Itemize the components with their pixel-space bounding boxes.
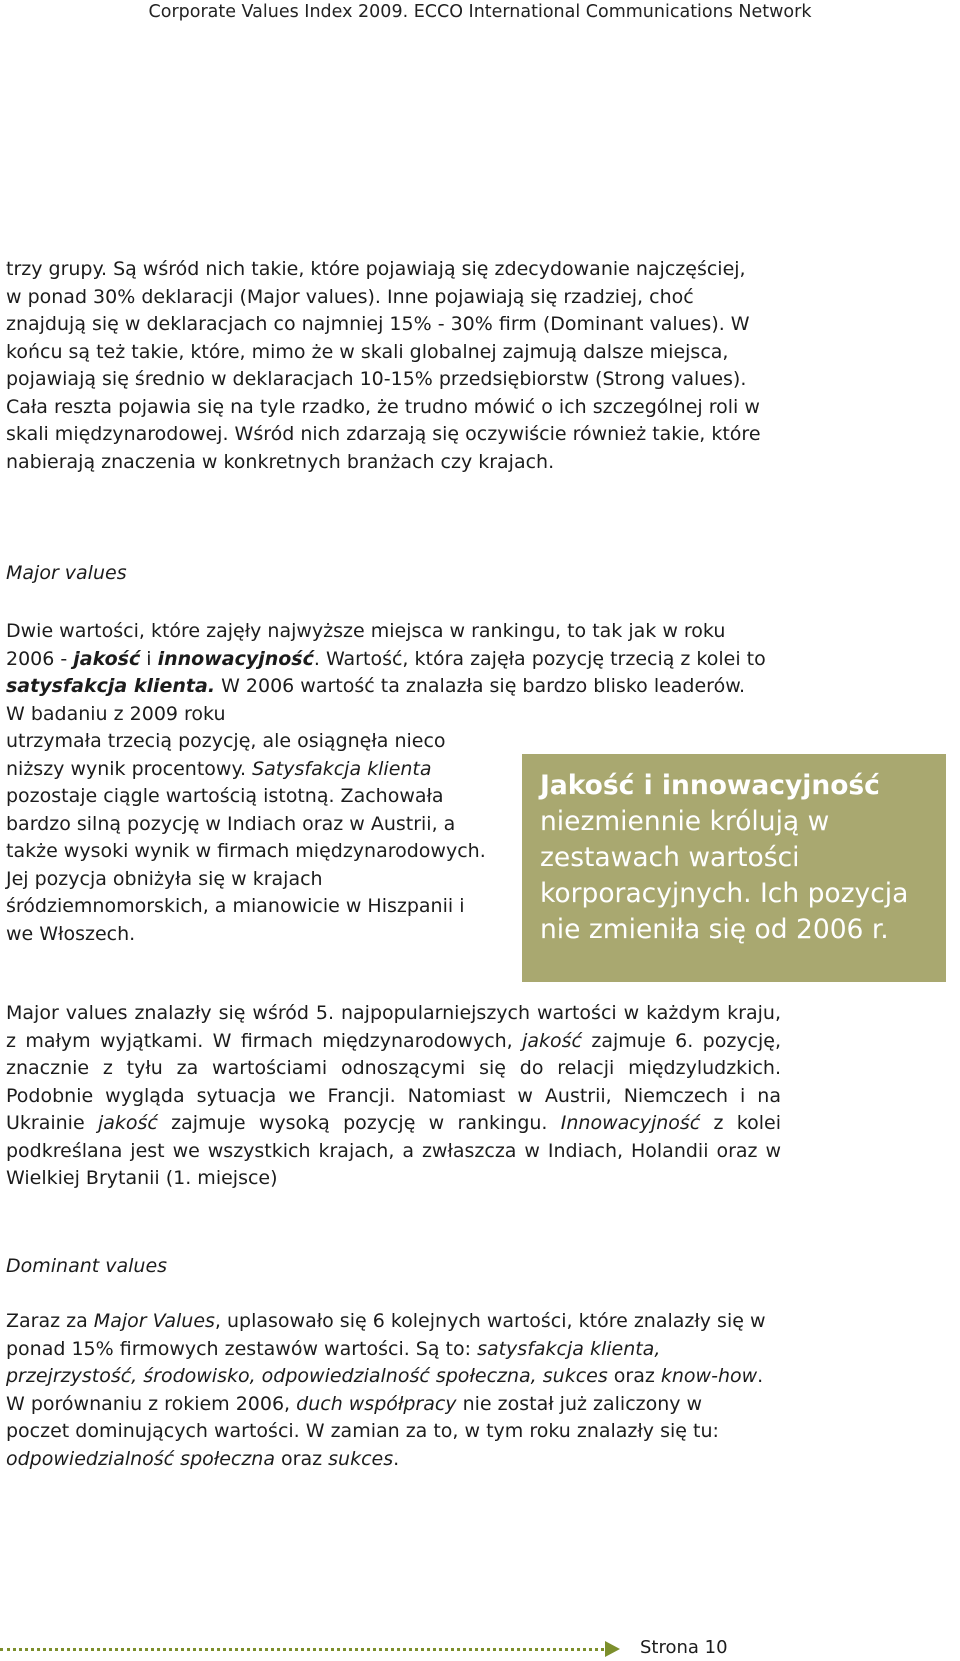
pull-quote-box [522, 754, 946, 982]
pull-quote-text: Jakość i innowacyjność niezmiennie królują w zestawach wartości korporacyjnych. Ich pozycja nie zmieniła się od 2006 r. [540, 770, 909, 945]
major-paragraph-3: Major values znalazły się wśród 5. najpopularniejszych wartości w każdym kraju, z małym wyjątkami. W firmach międzynarodowych, jakość zajmuje 6. pozycję, znacznie z tyłu za wartościami odnoszącymi się do relacji międzyludzkich. Podobnie wygląda sytuacja we Francji. Natomiast w Austrii, Niemczech i na Ukrainie jakość zajmuje wysoką pozycję w rankingu. Innowacyjność z kolei podkreślana jest we wszystkich krajach, a zwłaszcza w Indiach, Holandii oraz w Wielkiej Brytanii (1. miejsce) [6, 1002, 781, 1189]
footer-arrow-icon [605, 1641, 620, 1657]
dominant-paragraph: Zaraz za Major Values, uplasowało się 6 kolejnych wartości, które znalazły się w ponad 15% firmowych zestawów wartości. Są to: satysfakcja klienta, przejrzystość, środowisko, odpowiedzialność społeczna, sukces oraz know-how. W porównaniu z rokiem 2006, duch współpracy nie został już zaliczony w poczet dominujących wartości. W zamian za to, w tym roku znalazły się tu: odpowiedzialność społeczna oraz sukces. [6, 1310, 766, 1470]
dominant-values-heading: Dominant values [6, 1255, 168, 1277]
intro-paragraph: trzy grupy. Są wśród nich takie, które pojawiają się zdecydowanie najczęściej, w ponad 30% deklaracji (Major values). Inne pojawiają się rzadziej, choć znajdują się w deklaracjach co najmniej 15% - 30% firm (Dominant values). W końcu są też takie, które, mimo że w skali globalnej zajmują dalsze miejsca, pojawiają się średnio w deklaracjach 10-15% przedsiębiorstw (Strong values). Cała reszta pojawia się na tyle rzadko, że trudno mówić o ich szczególnej roli w skali międzynarodowej. Wśród nich zdarzają się oczywiście również takie, które nabierają znaczenia w konkretnych branżach czy krajach. [6, 258, 761, 473]
major-values-heading: Major values [6, 562, 127, 584]
document-header: Corporate Values Index 2009. ECCO International Communications Network [148, 2, 812, 22]
page-number: Strona 10 [640, 1637, 728, 1658]
major-paragraph-2: utrzymała trzecią pozycję, ale osiągnęła nieco niższy wynik procentowy. Satysfakcja klienta pozostaje ciągle wartością istotną. Zachowała bardzo silną pozycję w Indiach oraz w Austrii, a także wysoki wynik w firmach międzynarodowych. Jej pozycja obniżyła się w krajach śródziemnomorskich, a mianowicie w Hiszpanii i we Włoszech. [6, 730, 486, 945]
major-paragraph-1: Dwie wartości, które zajęły najwyższe miejsca w rankingu, to tak jak w roku 2006 - jakość i innowacyjność. Wartość, która zajęła pozycję trzecią z kolei to satysfakcja klienta. W 2006 wartość ta znalazła się bardzo blisko leaderów. W badaniu z 2009 roku [6, 620, 766, 725]
footer-dotted-line [0, 1648, 616, 1651]
